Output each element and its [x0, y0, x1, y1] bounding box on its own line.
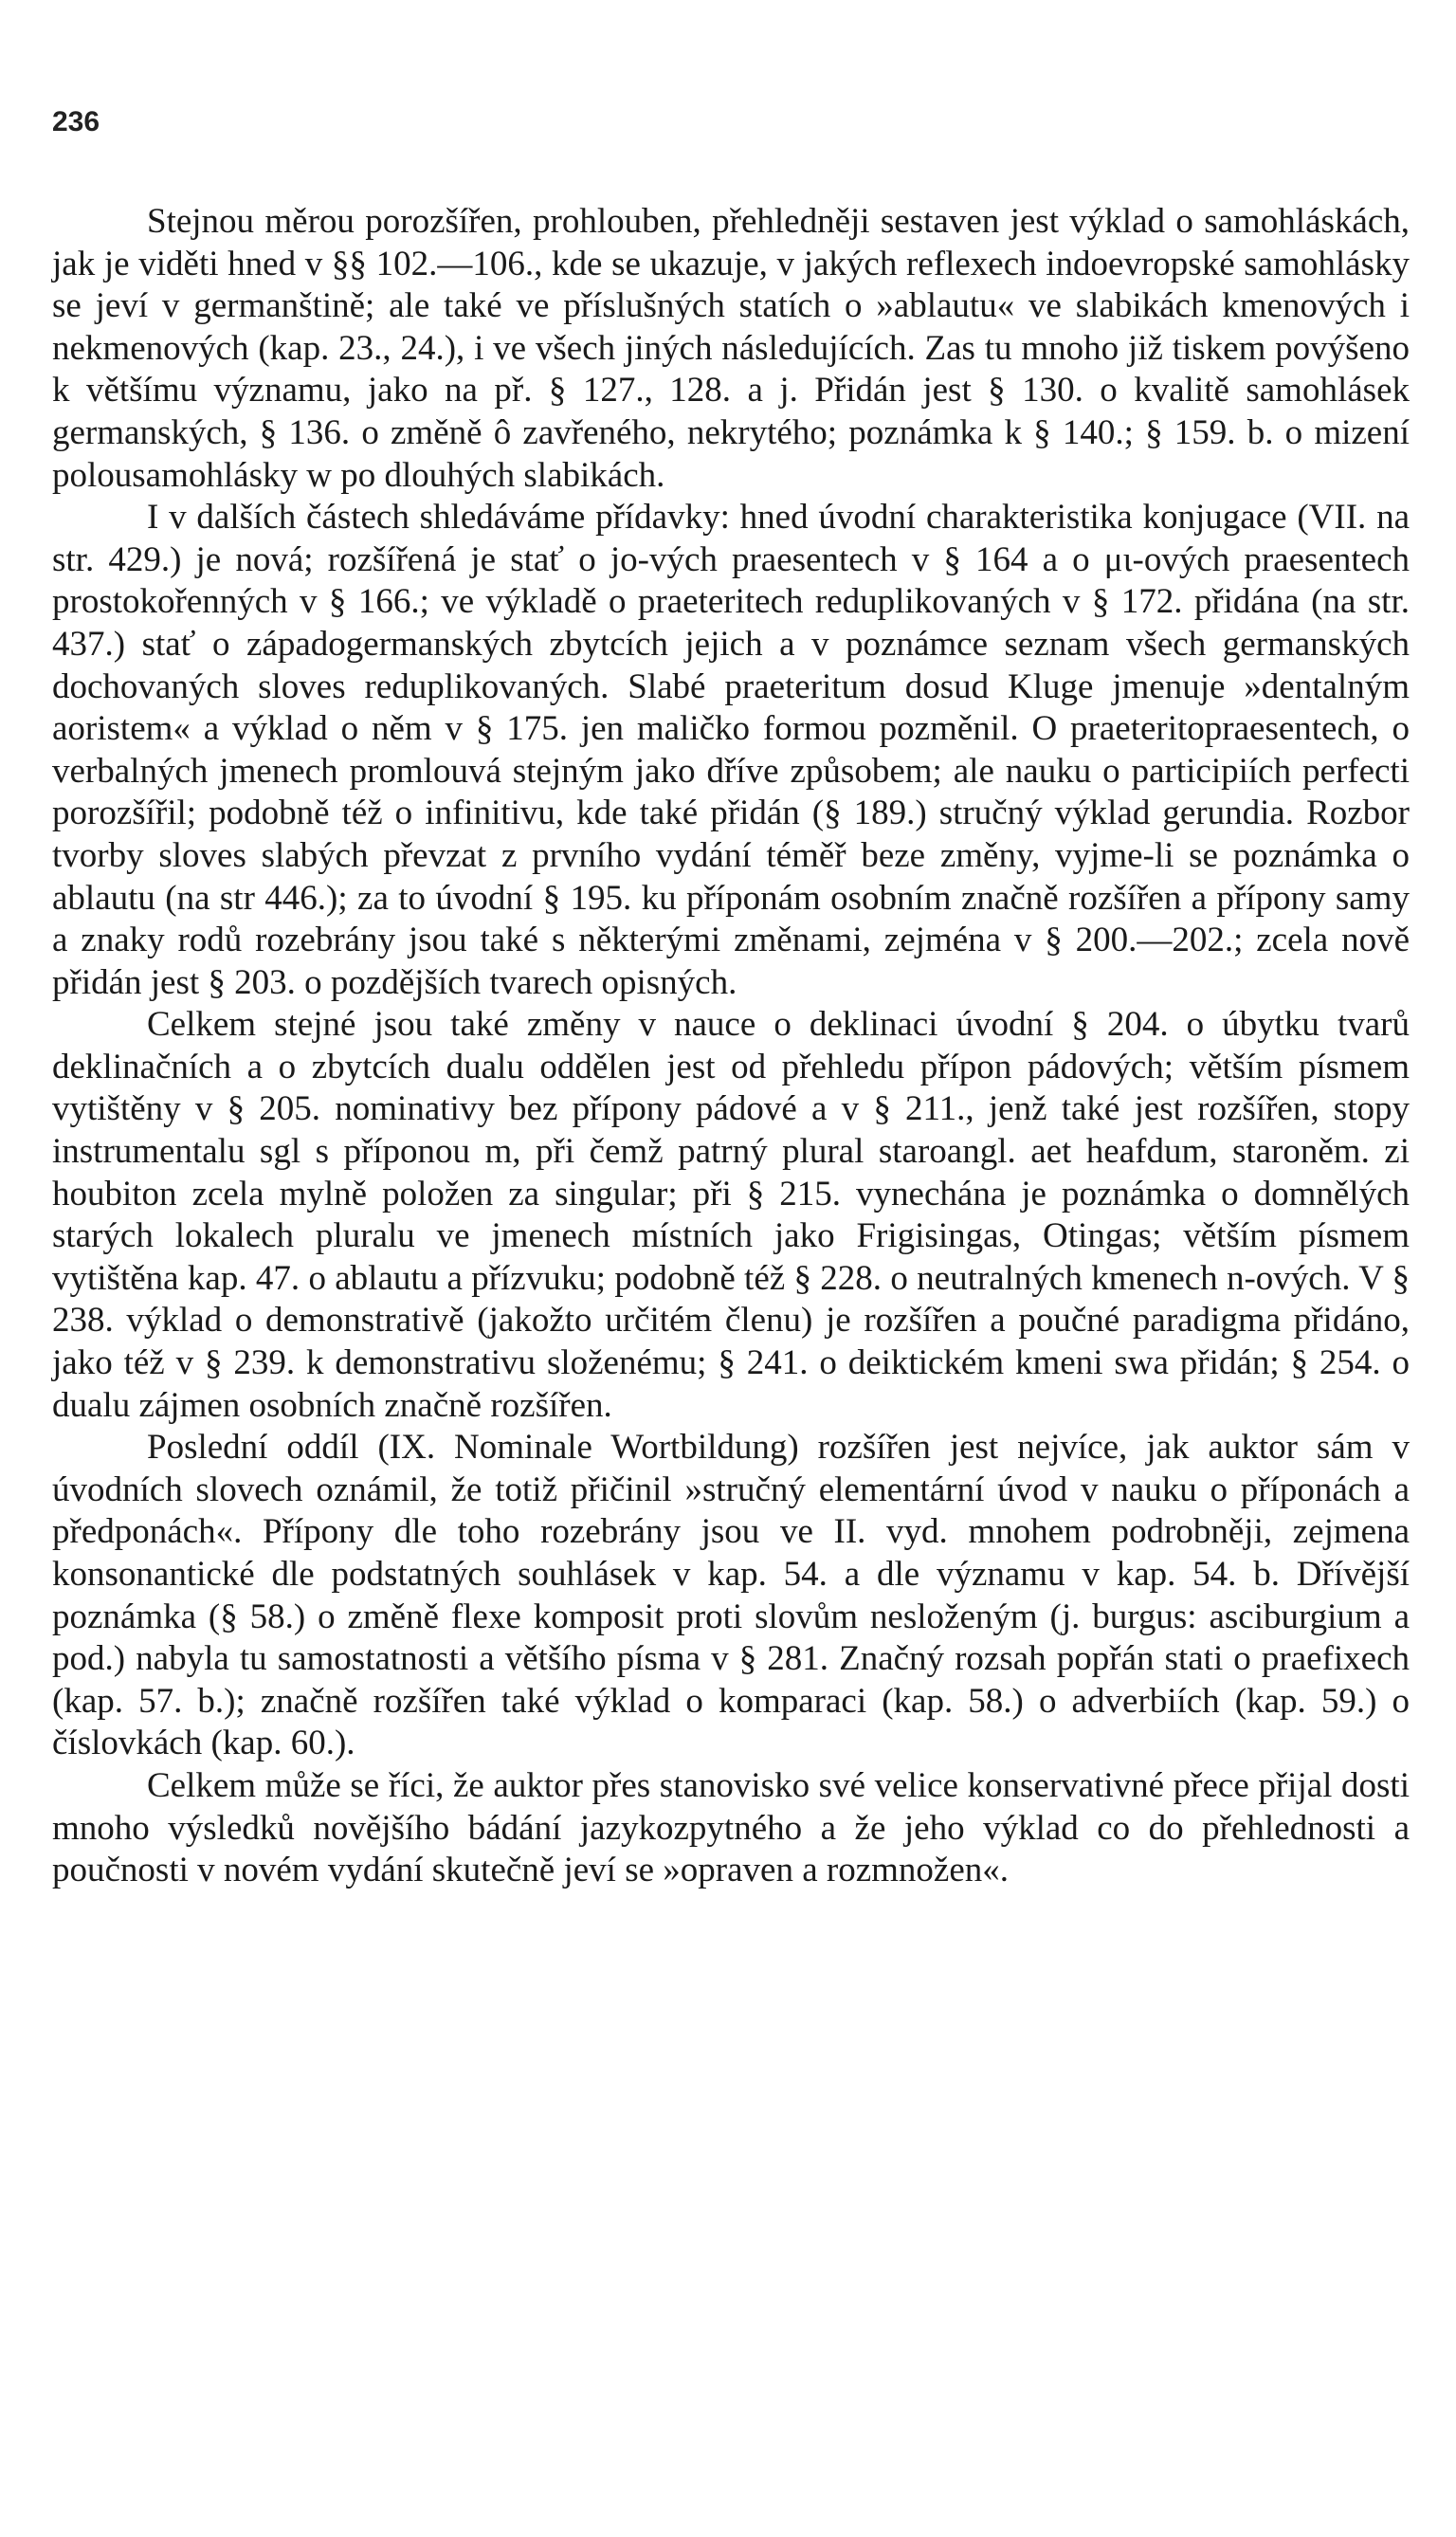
paragraph-4: Poslední oddíl (IX. Nominale Wortbildung) rozšířen jest nejvíce, jak auktor sám v úvodních slovech oznámil, že totiž přičinil »stručný elementární úvod v nauku o příponách a předponách«. Přípony dle toho rozebrány jsou ve II. vyd. mnohem podrobněji, zejmena konsonantické dle podstatných souhlásek v kap. 54. a dle významu v kap. 54. b. Dřívější poznámka (§ 58.) o změně flexe komposit proti slovům nesloženým (j. burgus: asciburgium a pod.) nabyla tu samostatnosti a většího písma v § 281. Značný rozsah popřán stati o praefixech (kap. 57. b.); značně rozšířen také výklad o komparaci (kap. 58.) o adverbiích (kap. 59.) o číslovkách (kap. 60.).	[52, 1428, 1410, 1763]
body-text	[52, 201, 1410, 1892]
paragraph-5: Celkem může se říci, že auktor přes stanovisko své velice konservativné přece přijal dosti mnoho výsledků novějšího bádání jazykozpytného a že jeho výklad co do přehlednosti a poučnosti v novém vydání skutečně jeví se »opraven a rozmnožen«.	[52, 1765, 1410, 1890]
paragraph-1: Stejnou měrou porozšířen, prohlouben, přehledněji sestaven jest výklad o samohláskách, jak je viděti hned v §§ 102.—106., kde se ukazuje, v jakých reflexech indoevropské samohlásky se jeví v germanštině; ale také ve příslušných statích o »ablautu« ve slabikách kmenových i nekmenových (kap. 23., 24.), i ve všech jiných následujících. Zas tu mnoho již tiskem povýšeno k většímu významu, jako na př. § 127., 128. a j. Přidán jest § 130. o kvalitě samohlásek germanských, § 136. o změně ô zavřeného, nekrytého; poznámka k § 140.; § 159. b. o mizení polousamohlásky w po dlouhých slabikách.	[52, 202, 1410, 495]
page-number: 236	[52, 106, 100, 137]
paragraph-2: I v dalších částech shledáváme přídavky: hned úvodní charakteristika konjugace (VII. na str. 429.) je nová; rozšířená je stať o jo-vých praesentech v § 164 a o μι-ových praesentech prostokořenných v § 166.; ve výkladě o praeteritech reduplikovaných v § 172. přidána (na str. 437.) stať o západogermanských zbytcích jejich a v poznámce seznam všech germanských dochovaných sloves reduplikovaných. Slabé praeteritum dosud Kluge jmenuje »dentalným aoristem« a výklad o něm v § 175. jen maličko formou pozměnil. O praeteritopraesentech, o verbalných jmenech promlouvá stejným jako dříve způsobem; ale nauku o participiích perfecti porozšířil; podobně též o infinitivu, kde také přidán (§ 189.) stručný výklad gerundia. Rozbor tvorby sloves slabých převzat z prvního vydání téměř beze změny, vyjme-li se poznámka o ablautu (na str 446.); za to úvodní § 195. ku příponám osobním značně rozšířen a přípony samy a znaky rodů rozebrány jsou také s některými změnami, zejména v § 200.—202.; zcela nově přidán jest § 203. o pozdějších tvarech opisných.	[52, 498, 1410, 1002]
paragraph-3: Celkem stejné jsou také změny v nauce o deklinaci úvodní § 204. o úbytku tvarů deklinačních a o zbytcích dualu oddělen jest od přehledu přípon pádových; větším písmem vytištěny v § 205. nominativy bez přípony pádové a v § 211., jenž také jest rozšířen, stopy instrumentalu sgl s příponou m, při čemž patrný plural staroangl. aet heafdum, staroněm. zi houbiton zcela mylně položen za singular; při § 215. vynechána je poznámka o domnělých starých lokalech pluralu ve jmenech místních jako Frigisingas, Otingas; větším písmem vytištěna kap. 47. o ablautu a přízvuku; podobně též § 228. o neutralných kmenech n-ových. V § 238. výklad o demonstrativě (jakožto určitém členu) je rozšířen a poučné paradigma přidáno, jako též v § 239. k demonstrativu složenému; § 241. o deiktickém kmeni swa přidán; § 254. o dualu zájmen osobních značně rozšířen.	[52, 1005, 1410, 1425]
